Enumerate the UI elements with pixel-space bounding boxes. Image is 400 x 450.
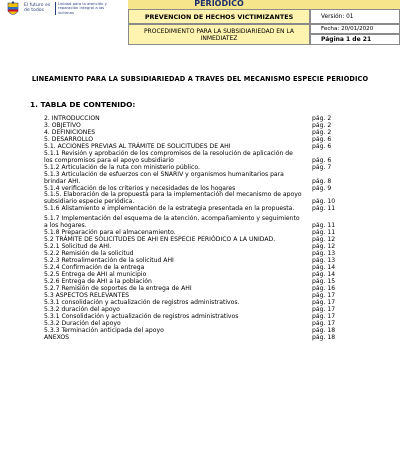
toc-entry-title: 5.2.1 Solicitud de AHI.: [44, 243, 112, 251]
document-header: [0, 0, 400, 52]
toc-entry-title: 5.3 ASPECTOS RELEVANTES: [44, 291, 130, 299]
toc-entry-page: pág. 11: [312, 205, 336, 213]
toc-entry-page: pág. 14: [312, 264, 336, 272]
toc-entry-page: pág. 12: [312, 236, 336, 244]
toc-entry[interactable]: [44, 151, 354, 165]
toc-entry-title: 5.3.2 Duración del apoyo: [44, 319, 121, 327]
document-title: LINEAMIENTO PARA LA SUBSIDIARIEDAD A TRAVES DEL MECANISMO ESPECIE PERIODICO: [31, 75, 369, 83]
toc-entry-page: pág. 18: [312, 333, 336, 341]
toc-entry-title: 5.3.1 Consolidación y actualización de registros administrativos: [44, 312, 239, 320]
toc-entry-page: pág. 13: [312, 250, 336, 258]
logo-agency-name: Unidad para la atención y reparación integral a las víctimas: [55, 2, 118, 15]
toc-entry[interactable]: [44, 172, 354, 186]
toc-entry-title: 5.1.2 Articulación de la ruta con ministerio público.: [44, 163, 200, 171]
toc-entry-title: 5.3.3 Terminación anticipada del apoyo: [44, 326, 164, 334]
toc-entry-page: pág. 9: [312, 184, 332, 192]
toc-entry-page: pág. 17: [312, 312, 336, 320]
toc-entry-title: 5.2.2 Remisión de la solicitud: [44, 250, 134, 258]
header-process: PREVENCION DE HECHOS VICTIMIZANTES: [128, 9, 310, 24]
toc-entry-page: pág. 17: [312, 291, 336, 299]
header-version: Versión: 01: [310, 9, 400, 24]
toc-entry-title: 5.1.8 Preparación para el almacenamiento.: [44, 229, 176, 237]
toc-entry-title: 5.1.1 Revisión y aprobación de los compromisos de la resolución de aplicación de los compromisos para el apoyo subsidiario: [44, 149, 293, 164]
toc-entry-page: pág. 6: [312, 135, 332, 143]
toc-entry-page: pág. 15: [312, 277, 336, 285]
toc-entry-page: pág. 18: [312, 326, 336, 334]
toc-entry-title: 5. DESARROLLO: [44, 135, 94, 143]
toc-entry-page: pág. 2: [312, 121, 332, 129]
toc-entry-title: 5.3.1 consolidación y actualización de registros administrativos.: [44, 298, 240, 306]
toc-entry-title: ANEXOS: [44, 333, 70, 341]
toc-entry-page: pág. 2: [312, 128, 332, 136]
toc-entry-page: pág. 7: [312, 163, 332, 171]
toc-entry-title: 5.2.7 Remisión de soportes de la entrega de AHI: [44, 284, 192, 292]
toc-entry-title: 5.1. ACCIONES PREVIAS AL TRÁMITE DE SOLICITUDES DE AHI: [44, 142, 231, 150]
header-procedure: PROCEDIMIENTO PARA LA SUBSIDIARIEDAD EN LA INMEDIATEZ: [128, 24, 310, 45]
toc-entry-page: pág. 11: [312, 229, 336, 237]
toc-entry-page: pág. 13: [312, 257, 336, 265]
header-page-number: Página 1 de 21: [310, 34, 400, 45]
header-banner-title: PERIODICO: [194, 0, 244, 8]
toc-entry-title: 5.2.6 Entrega de AHI a la población: [44, 277, 152, 285]
toc-entry-page: pág. 11: [312, 222, 336, 230]
logo-slogan: El futuro es de todos: [24, 3, 51, 13]
toc-entry-page: pág. 17: [312, 305, 336, 313]
header-date: Fecha: 20/01/2020: [310, 24, 400, 34]
toc-entry-title: 5.2 TRÁMITE DE SOLICITUDES DE AHI EN ESPECIE PERIÓDICO A LA UNIDAD.: [44, 236, 276, 244]
toc-entry-title: 5.2.3 Retroalimentación de la solicitud AHI: [44, 257, 174, 265]
toc-entry-page: pág. 12: [312, 243, 336, 251]
toc-entry-page: pág. 6: [312, 156, 332, 164]
toc-entry-page: pág. 17: [312, 319, 336, 327]
coat-of-arms-icon: [3, 1, 23, 19]
toc-entry-title: 3. OBJETIVO: [44, 121, 81, 129]
toc-entry-title: 5.1.5. Elaboración de la propuesta para la implementación del mecanismo de apoyo subsidiario especie periódica.: [44, 191, 302, 206]
toc-entry-page: pág. 17: [312, 298, 336, 306]
toc-entry-title: 4. DEFINICIONES: [44, 128, 96, 136]
toc-entry[interactable]: [44, 116, 354, 123]
toc-entry-title: 5.2.5 Entrega de AHI al municipio: [44, 270, 147, 278]
toc-entry-title: 5.1.6 Alistamiento e implementación de la estrategia presentada en la propuesta.: [44, 205, 295, 213]
toc-entry-page: pág. 10: [312, 198, 336, 206]
toc-entry[interactable]: [44, 206, 354, 213]
toc-entry-title: 5.3.2 duración del apoyo: [44, 305, 120, 313]
toc-entry-page: pág. 14: [312, 270, 336, 278]
toc-entry-page: pág. 6: [312, 142, 332, 150]
toc-entry[interactable]: [44, 328, 354, 335]
toc-entry-page: pág. 8: [312, 177, 332, 185]
toc-entry-title: 5.1.7 Implementación del esquema de la atención, acompañamiento y seguimiento a los hogares.: [44, 215, 300, 230]
toc-heading: 1. TABLA DE CONTENIDO:: [30, 100, 136, 109]
toc-entry-page: pág. 16: [312, 284, 336, 292]
toc-entry-title: 5.1.4 verificación de los criterios y necesidades de los hogares: [44, 184, 236, 192]
toc-entry-title: 2. INTRODUCCION: [44, 115, 100, 122]
toc-entry-title: 5.1.3 Articulación de esfuerzos con el SNARIV y organismos humanitarios para brindar AHI.: [44, 170, 284, 185]
toc-entry-title: 5.2.4 Confirmación de la entrega: [44, 264, 145, 272]
toc-entry[interactable]: [44, 335, 354, 342]
table-of-contents: [44, 116, 354, 342]
toc-entry-page: pág. 2: [312, 115, 332, 122]
header-logo-area: [0, 0, 128, 52]
